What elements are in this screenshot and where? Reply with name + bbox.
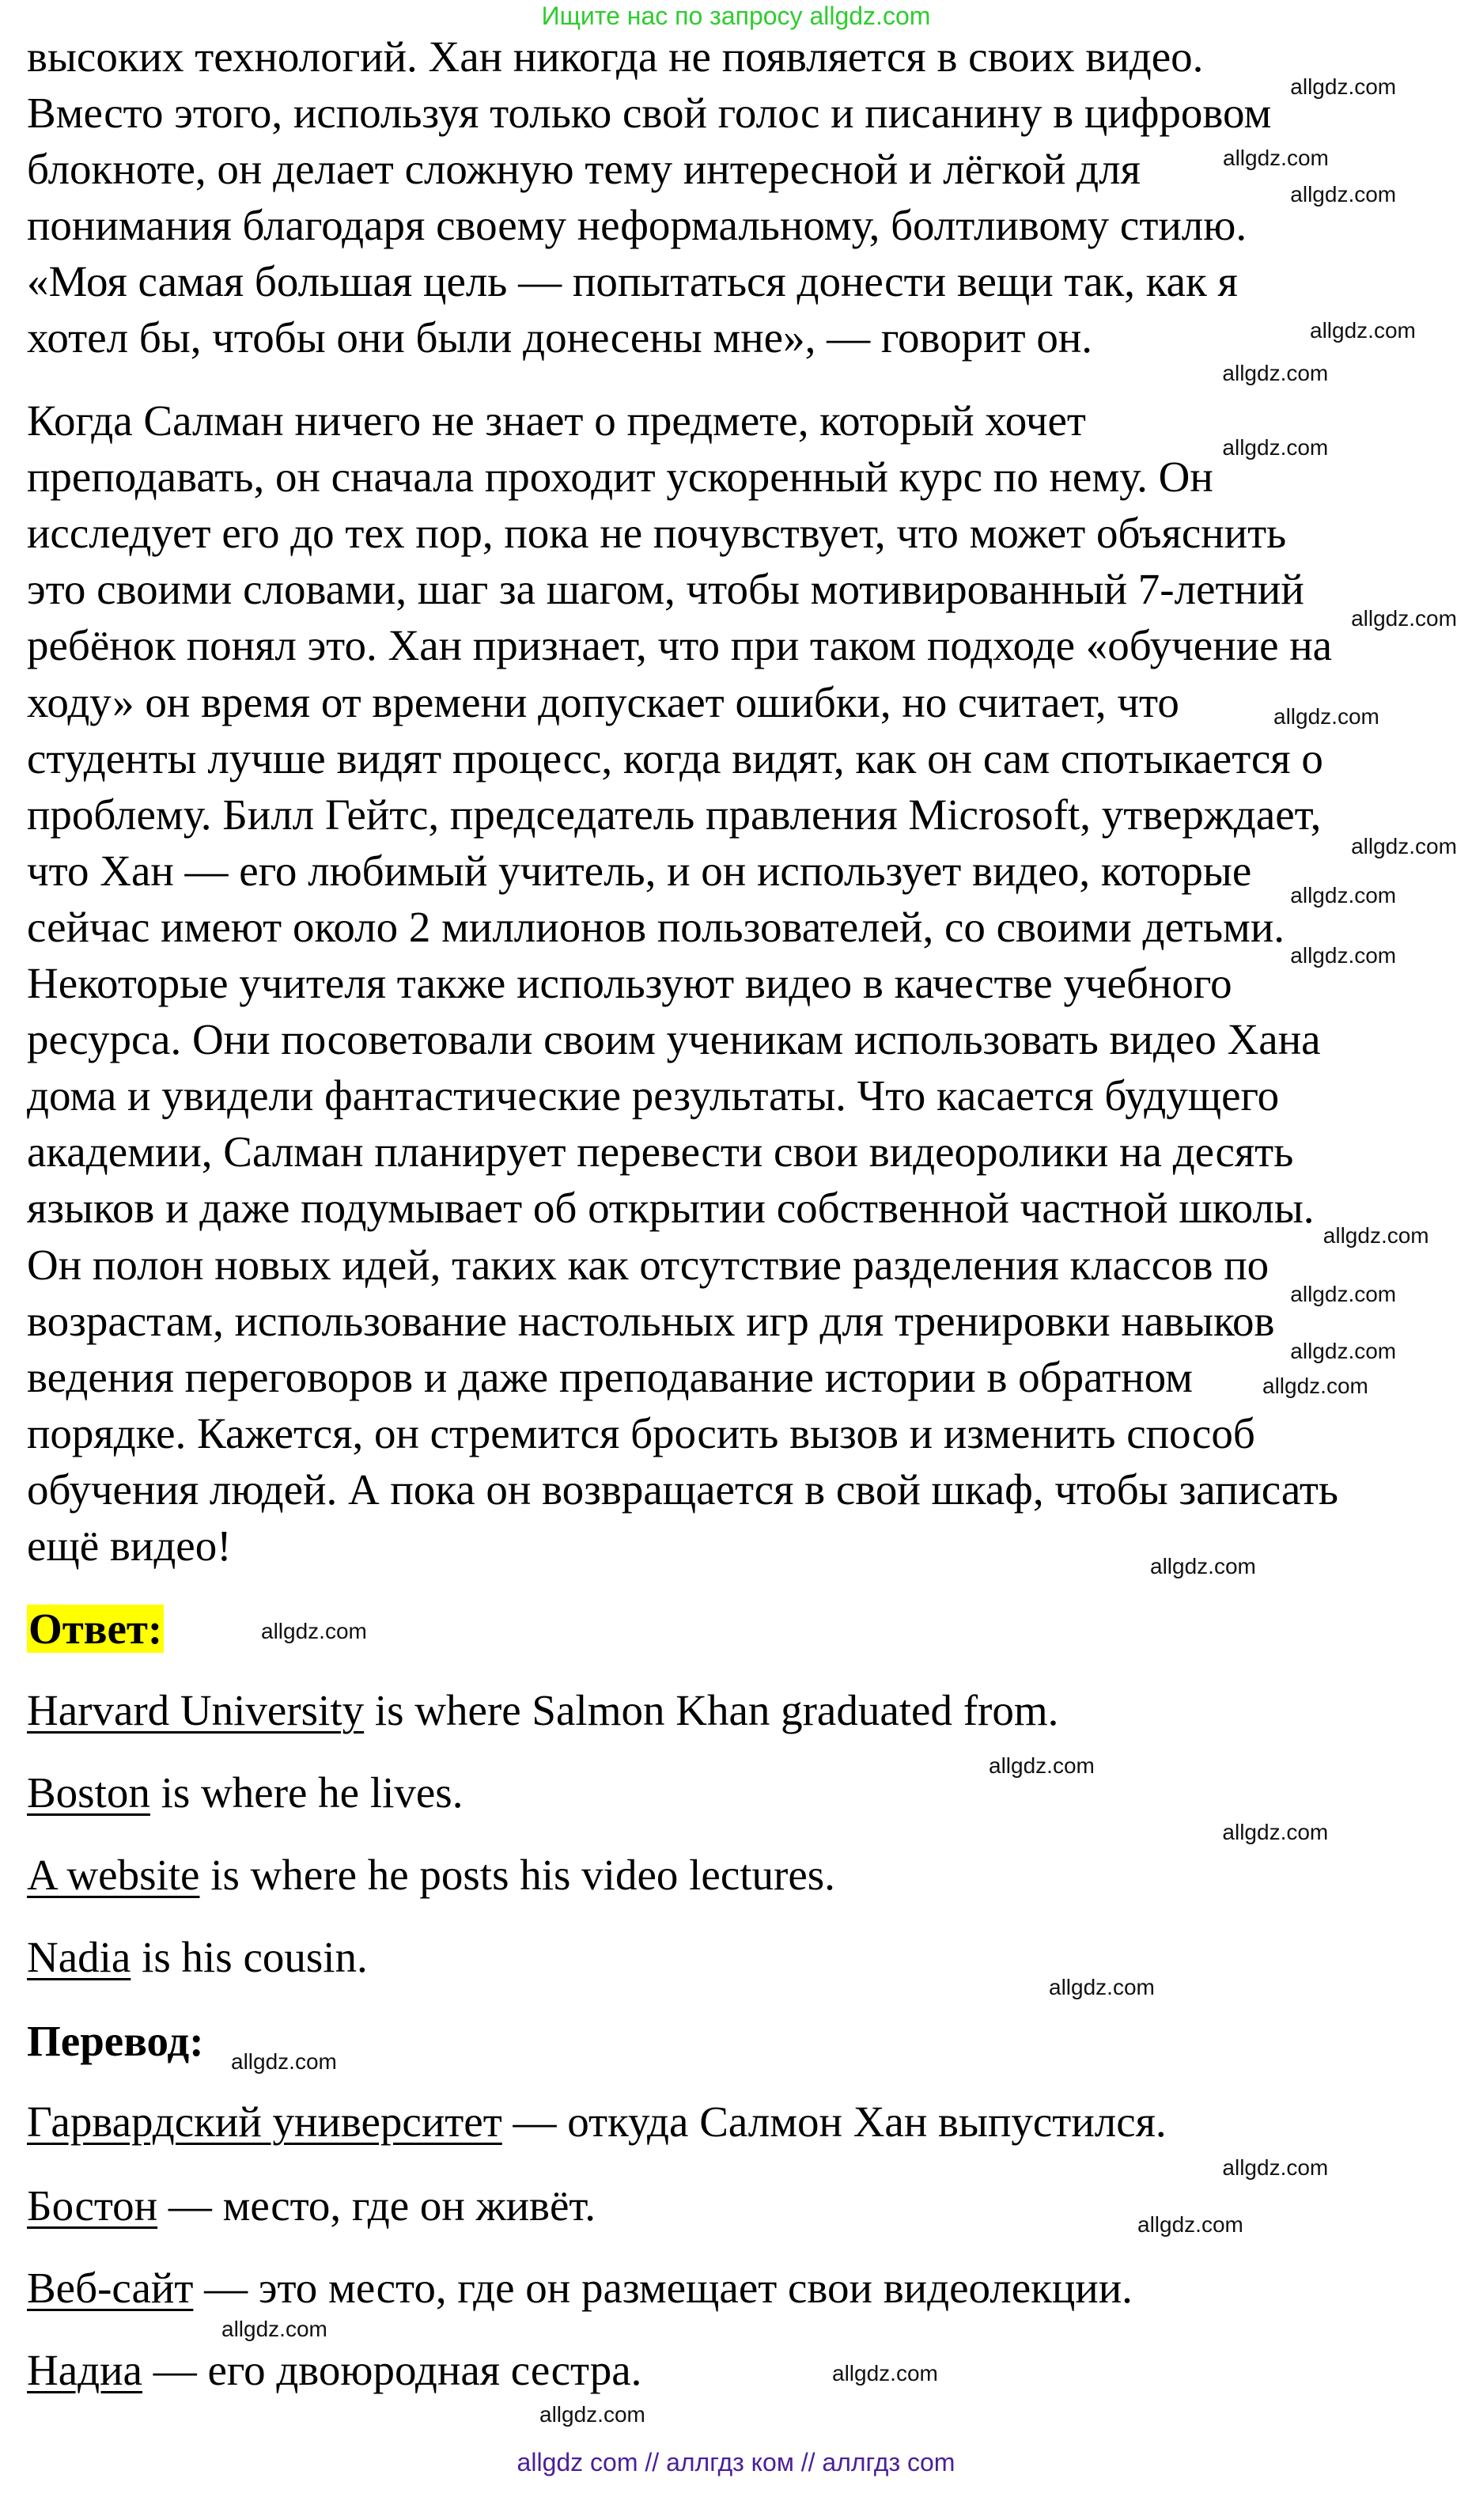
watermark: allgdz.com: [1223, 146, 1329, 170]
paragraph-2-line: ещё видео!: [27, 1521, 232, 1570]
paragraph-2-line: обучения людей. А пока он возвращается в свой шкаф, чтобы записать: [27, 1465, 1338, 1514]
translation-item: [27, 2181, 596, 2230]
paragraph-2-line: Некоторые учителя также используют видео в качестве учебного: [27, 959, 1232, 1007]
watermark: allgdz.com: [1310, 318, 1416, 343]
paragraph-2-line: возрастам, использование настольных игр для тренировки навыков: [27, 1296, 1275, 1345]
paragraph-2-line: Когда Салман ничего не знает о предмете, который хочет: [27, 396, 1086, 445]
paragraph-2-line: ведения переговоров и даже преподавание истории в обратном: [27, 1352, 1193, 1401]
watermark: allgdz.com: [832, 2361, 938, 2385]
watermark: allgdz.com: [1290, 74, 1397, 99]
paragraph-2-line: ходу» он время от времени допускает ошибки, но считает, что: [27, 677, 1179, 726]
answer-item: [27, 1685, 1058, 1735]
paragraph-2-line: языков и даже подумывает об открытии собственной частной школы.: [27, 1184, 1315, 1233]
translation-item: [27, 2097, 1167, 2147]
answer-heading: [27, 1603, 164, 1655]
paragraph-1-line: блокноте, он делает сложную тему интересной и лёгкой для: [27, 145, 1141, 193]
answer-item-key: Harvard University: [27, 1686, 365, 1734]
paragraph-2-line: проблему. Билл Гейтс, председатель правления Microsoft, утверждает,: [27, 790, 1322, 839]
paragraph-2-line: что Хан — его любимый учитель, и он использует видео, которые: [27, 846, 1252, 895]
translation-item: [27, 2263, 1133, 2313]
answer-item: [27, 1850, 835, 1900]
search-hint-banner: Ищите нас по запросу allgdz.com: [541, 2, 931, 30]
watermark: allgdz.com: [261, 1619, 367, 1643]
answer-item-text: is where he posts his video lectures.: [199, 1851, 835, 1899]
paragraph-1-line: понимания благодаря своему неформальному, болтливому стилю.: [27, 201, 1247, 249]
watermark: allgdz.com: [989, 1753, 1095, 1778]
paragraph-2-line: дома и увидели фантастические результаты. Что касается будущего: [27, 1071, 1280, 1120]
answer-item-text: is where he lives.: [149, 1768, 464, 1817]
translation-item-key: Надиа: [27, 2346, 142, 2394]
answer-item-text: is his cousin.: [131, 1933, 368, 1981]
watermark: allgdz.com: [1290, 182, 1397, 207]
paragraph-2-line: академии, Салман планирует перевести свои видеоролики на десять: [27, 1127, 1294, 1177]
answer-item-key: Nadia: [27, 1933, 131, 1981]
paragraph-1-line: Вместо этого, используя только свой голос и писанину в цифровом: [27, 89, 1272, 137]
translation-item-key: Гарвардский университет: [27, 2097, 502, 2146]
paragraph-2-line: студенты лучше видят процесс, когда видят, как он сам спотыкается о: [27, 733, 1323, 783]
watermark: allgdz.com: [539, 2402, 645, 2427]
translation-item: [27, 2345, 641, 2395]
translation-heading: Перевод:: [27, 2017, 204, 2065]
paragraph-1-line: «Моя самая большая цель — попытаться донести вещи так, как я: [27, 257, 1238, 305]
watermark: allgdz.com: [1351, 834, 1457, 858]
translation-item-text: — место, где он живёт.: [157, 2181, 596, 2230]
paragraph-2-line: исследует его до тех пор, пока не почувствует, что может объяснить: [27, 509, 1287, 558]
paragraph-2-line: это своими словами, шаг за шагом, чтобы мотивированный 7-летний: [27, 565, 1304, 614]
answer-item-key: A website: [27, 1851, 200, 1899]
paragraph-2-line: Он полон новых идей, таких как отсутствие разделения классов по: [27, 1240, 1270, 1289]
watermark: allgdz.com: [1323, 1223, 1429, 1248]
answer-item: [27, 1768, 463, 1817]
watermark: allgdz.com: [1222, 2155, 1329, 2180]
translation-item-text: — его двоюродная сестра.: [142, 2346, 642, 2394]
watermark: allgdz.com: [1150, 1554, 1256, 1578]
watermark: allgdz.com: [1222, 435, 1329, 460]
watermark: allgdz.com: [1290, 943, 1397, 968]
answer-item: [27, 1932, 368, 1982]
watermark: allgdz.com: [1222, 1820, 1329, 1844]
answer-item-text: is where Salmon Khan graduated from.: [364, 1686, 1059, 1734]
translation-item-text: — откуда Салмон Хан выпустился.: [501, 2097, 1167, 2146]
paragraph-2-line: преподавать, он сначала проходит ускоренный курс по нему. Он: [27, 453, 1213, 502]
paragraph-1-line: хотел бы, чтобы они были донесены мне», — говорит он.: [27, 313, 1093, 362]
watermark: allgdz.com: [1222, 361, 1329, 385]
paragraph-2-line: ресурса. Они посоветовали своим ученикам использовать видео Хана: [27, 1015, 1321, 1064]
watermark: allgdz.com: [1137, 2212, 1243, 2237]
answer-heading-label: Ответ:: [28, 1605, 163, 1653]
watermark: allgdz.com: [1049, 1975, 1155, 1999]
paragraph-1-line: высоких технологий. Хан никогда не появляется в своих видео.: [27, 32, 1204, 81]
watermark: allgdz.com: [1262, 1374, 1368, 1398]
watermark: allgdz.com: [1290, 1282, 1397, 1306]
answer-item-key: Boston: [27, 1768, 150, 1817]
watermark: allgdz.com: [1290, 1339, 1397, 1363]
paragraph-2-line: ребёнок понял это. Хан признает, что при таком подходе «обучение на: [27, 621, 1333, 670]
watermark: allgdz.com: [1290, 883, 1397, 908]
paragraph-2-line: порядке. Кажется, он стремится бросить вызов и изменить способ: [27, 1408, 1255, 1457]
translation-item-key: Веб-сайт: [27, 2264, 194, 2312]
watermark: allgdz.com: [1351, 606, 1457, 631]
translation-item-text: — это место, где он размещает свои видеолекции.: [193, 2264, 1133, 2312]
footer-links[interactable]: allgdz com // аллгдз ком // аллгдз com: [517, 2448, 955, 2476]
paragraph-2-line: сейчас имеют около 2 миллионов пользователей, со своими детьми.: [27, 902, 1285, 951]
watermark: allgdz.com: [221, 2317, 327, 2341]
watermark: allgdz.com: [1273, 704, 1379, 729]
watermark: allgdz.com: [231, 2049, 337, 2074]
translation-item-key: Бостон: [27, 2181, 158, 2230]
